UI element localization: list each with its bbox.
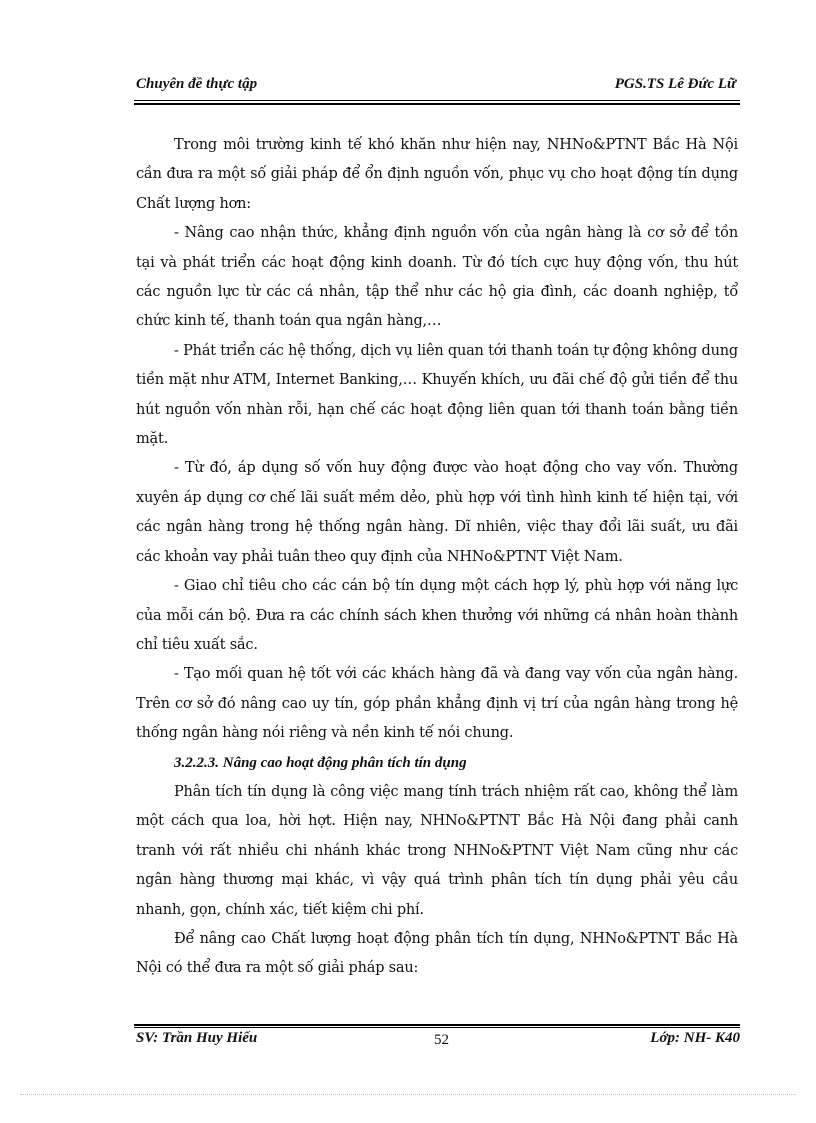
section-heading: 3.2.2.3. Nâng cao hoạt động phân tích tín dụng [174, 754, 467, 771]
body-paragraph: Để nâng cao Chất lượng hoạt động phân tích tín dụng, NHNo&PTNT Bắc Hà Nội có thể đưa ra một số giải pháp sau: [136, 930, 738, 977]
footer-student: SV: Trần Huy Hiếu [136, 1030, 258, 1046]
header-rule-thick [134, 103, 740, 105]
footer-rule-thin [134, 1027, 740, 1028]
body-paragraph: Trong môi trường kinh tế khó khăn như hiện nay, NHNo&PTNT Bắc Hà Nội cần đưa ra một số giải pháp để ổn định nguồn vốn, phục vụ cho hoạt động tín dụng Chất lượng hơn: [136, 137, 738, 212]
header-supervisor: PGS.TS Lê Đức Lữ [614, 76, 736, 92]
body-paragraph: - Từ đó, áp dụng số vốn huy động được vào hoạt động cho vay vốn. Thường xuyên áp dụng cơ chế lãi suất mềm dẻo, phù hợp với tình hình kinh tế hiện tại, với các ngân hàng trong hệ thống ngân hàng. Dĩ nhiên, việc thay đổi lãi suất, ưu đãi các khoản vay phải tuân theo quy định của NHNo&PTNT Việt Nam. [136, 460, 738, 565]
body-paragraph: - Nâng cao nhận thức, khẳng định nguồn vốn của ngân hàng là cơ sở để tồn tại và phát triển các hoạt động kinh doanh. Từ đó tích cực huy động vốn, thu hút các nguồn lực từ các cá nhân, tập thể như các hộ gia đình, các doanh nghiệp, tổ chức kinh tế, thanh toán qua ngân hàng,… [136, 225, 738, 330]
body-paragraph: Phân tích tín dụng là công việc mang tính trách nhiệm rất cao, không thể làm một cách qua loa, hời hợt. Hiện nay, NHNo&PTNT Bắc Hà Nội đang phải canh tranh với rất nhiều chi nhánh khác trong NHNo&PTNT Việt Nam cũng như các ngân hàng thương mại khác, vì vậy quá trình phân tích tín dụng phải yêu cầu nhanh, gọn, chính xác, tiết kiệm chi phí. [136, 783, 738, 918]
body-paragraph: - Phát triển các hệ thống, dịch vụ liên quan tới thanh toán tự động không dung tiền mặt như ATM, Internet Banking,… Khuyến khích, ưu đãi chế độ gửi tiền để thu hút nguồn vốn nhàn rỗi, hạn chế các hoạt động liên quan tới thanh toán bằng tiền mặt. [136, 342, 738, 448]
page-body [136, 131, 738, 984]
body-paragraph: - Giao chỉ tiêu cho các cán bộ tín dụng một cách hợp lý, phù hợp với năng lực của mỗi cán bộ. Đưa ra các chính sách khen thưởng với những cá nhân hoàn thành chỉ tiêu xuất sắc. [136, 578, 738, 653]
header-document-type: Chuyên đề thực tập [136, 76, 258, 92]
page-number: 52 [434, 1032, 449, 1048]
page-footer [134, 1030, 740, 1056]
page-edge-divider [20, 1094, 796, 1095]
header-rule-thin [134, 100, 740, 101]
page-header [134, 74, 740, 100]
body-paragraph: - Tạo mối quan hệ tốt với các khách hàng đã và đang vay vốn của ngân hàng. Trên cơ sở đó nâng cao uy tín, góp phần khẳng định vị trí của ngân hàng trong hệ thống ngân hàng nói riêng và nền kinh tế nói chung. [136, 666, 738, 742]
footer-class: Lớp: NH- K40 [650, 1030, 740, 1046]
footer-rule-thick [134, 1024, 740, 1026]
